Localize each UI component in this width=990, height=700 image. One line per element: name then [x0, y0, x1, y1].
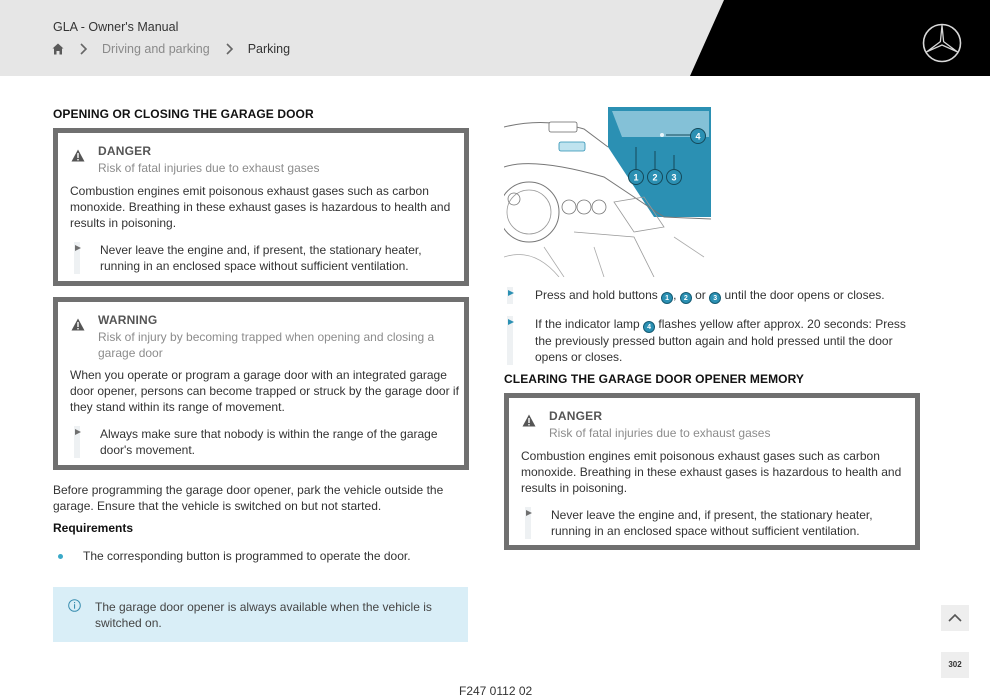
warning-step — [70, 426, 440, 458]
indicator-lamp-4-badge: 4 — [643, 321, 655, 333]
instruction-2-pre: If the indicator lamp — [535, 317, 640, 331]
instruction-2-post: flashes yellow after approx. 20 seconds: Press the previously pressed button again and hold pressed until the door opens or closes. — [535, 317, 906, 364]
chevron-right-icon — [224, 43, 234, 55]
danger-step-text: Never leave the engine and, if present, the stationary heater, running in an enclosed space without sufficient ventilation. — [551, 508, 873, 538]
warning-subtitle: Risk of injury by becoming trapped when opening and closing a garage door — [98, 330, 435, 360]
callout-2-label: 2 — [652, 172, 658, 183]
step-arrow-icon — [508, 319, 514, 325]
warning-triangle-icon — [71, 318, 85, 331]
instruction-step-1 — [504, 287, 904, 304]
info-icon — [68, 599, 81, 612]
button-1-badge: 1 — [661, 292, 673, 304]
warning-label: WARNING — [98, 313, 158, 327]
danger-step-text: Never leave the engine and, if present, the stationary heater, running in an enclosed space without sufficient ventilation. — [100, 243, 422, 273]
button-2-badge: 2 — [680, 292, 692, 304]
instruction-step-2 — [504, 316, 914, 365]
intro-paragraph: Before programming the garage door opener, park the vehicle outside the garage. Ensure that the vehicle is switched on but not started. — [53, 483, 444, 513]
chevron-up-icon — [941, 605, 969, 631]
home-icon[interactable] — [52, 43, 64, 55]
breadcrumb-driving-and-parking[interactable]: Driving and parking — [102, 42, 210, 56]
instruction-1-post: until the door opens or closes. — [724, 288, 885, 302]
info-note — [53, 587, 468, 642]
callout-4 — [691, 129, 706, 144]
danger-subtitle: Risk of fatal injuries due to exhaust gases — [549, 426, 771, 440]
step-arrow-icon — [526, 510, 532, 516]
step-arrow-icon — [75, 429, 81, 435]
page-number-button[interactable]: 302 — [941, 652, 969, 678]
step-arrow-icon — [508, 290, 514, 296]
callout-4-label: 4 — [695, 131, 701, 142]
breadcrumb — [52, 42, 290, 56]
danger-step — [521, 507, 911, 539]
requirement-item: The corresponding button is programmed to operate the door. — [83, 549, 411, 563]
warning-triangle-icon — [522, 414, 536, 427]
button-3-badge: 3 — [709, 292, 721, 304]
danger-body: Combustion engines emit poisonous exhaust gases such as carbon monoxide. Breathing in these exhaust gases is hazardous to health and results in poisoning. — [521, 449, 902, 495]
danger-label: DANGER — [98, 144, 152, 158]
section-title-clearing-memory: CLEARING THE GARAGE DOOR OPENER MEMORY — [504, 372, 805, 386]
breadcrumb-parking: Parking — [247, 42, 291, 56]
mercedes-star-logo — [922, 23, 962, 63]
danger-box-clearing — [504, 393, 920, 550]
figure-code: F247 0112 02 — [459, 684, 533, 698]
bullet-dot — [58, 554, 63, 559]
danger-body: Combustion engines emit poisonous exhaust gases such as carbon monoxide. Breathing in these exhaust gases is hazardous to health and results in poisoning. — [70, 184, 451, 230]
danger-subtitle: Risk of fatal injuries due to exhaust gases — [98, 161, 320, 175]
requirements-title: Requirements — [53, 521, 134, 535]
instruction-1-comma: , — [673, 288, 677, 302]
section-title-opening-closing: OPENING OR CLOSING THE GARAGE DOOR — [53, 107, 314, 121]
instruction-1-pre: Press and hold buttons — [535, 288, 658, 302]
instruction-1-or: or — [695, 288, 706, 302]
danger-label: DANGER — [549, 409, 603, 423]
callout-3 — [667, 170, 682, 185]
chevron-right-icon — [78, 43, 88, 55]
warning-box — [53, 297, 469, 470]
danger-box — [53, 128, 469, 286]
callout-1 — [629, 170, 644, 185]
app-title: GLA - Owner's Manual — [53, 20, 179, 34]
callout-2 — [648, 170, 663, 185]
step-arrow-icon — [75, 245, 81, 251]
callout-3-label: 3 — [671, 172, 677, 183]
warning-triangle-icon — [71, 149, 85, 162]
scroll-to-top-button[interactable] — [941, 605, 969, 631]
callout-1-label: 1 — [633, 172, 639, 183]
garage-door-buttons-diagram — [504, 107, 711, 277]
warning-step-text: Always make sure that nobody is within the range of the garage door's movement. — [100, 427, 438, 457]
info-note-text: The garage door opener is always available when the vehicle is switched on. — [95, 600, 432, 630]
warning-body: When you operate or program a garage door with an integrated garage door opener, persons can become trapped or struck by the garage door if they stand within its range of movement. — [70, 368, 459, 414]
danger-step — [70, 242, 460, 274]
